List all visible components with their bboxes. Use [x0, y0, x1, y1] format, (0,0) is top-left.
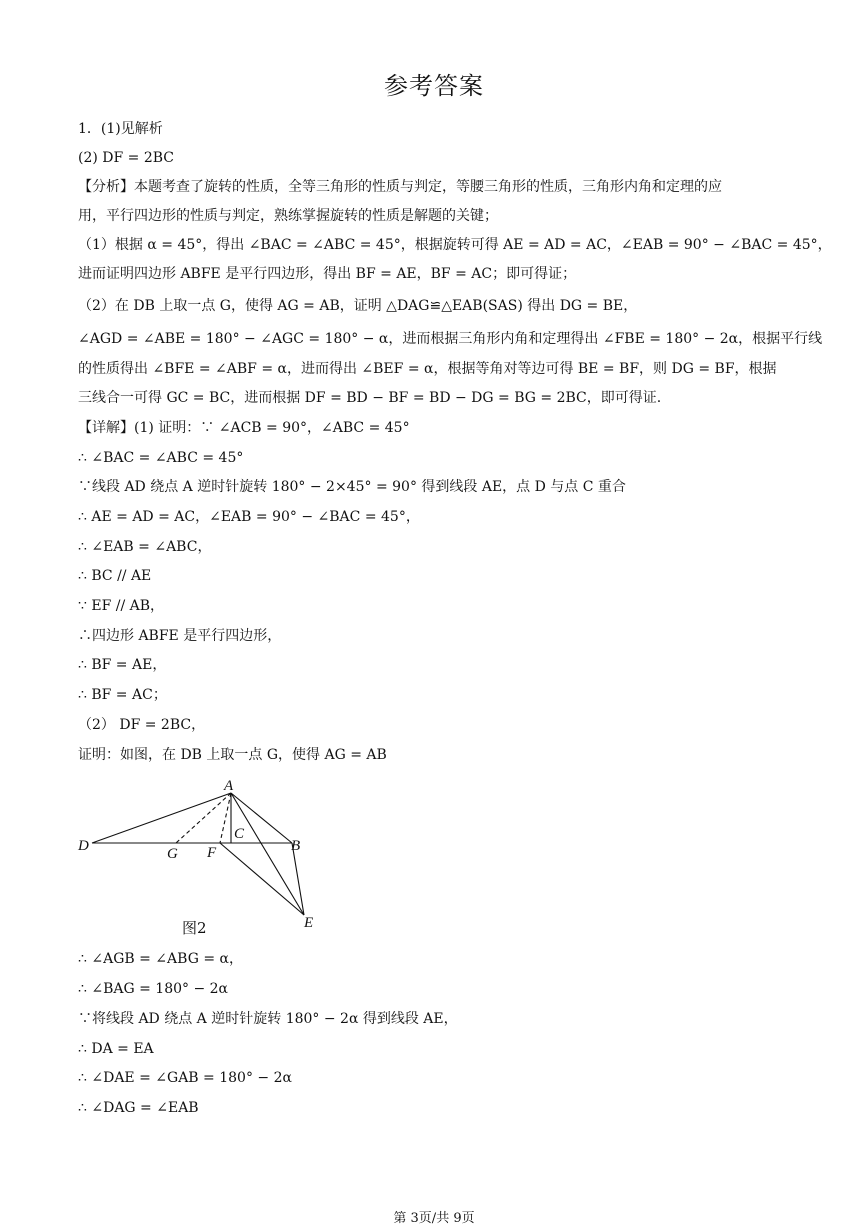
answer-line-1: 1．(1)见解析 [78, 121, 163, 137]
detail-line-16: ∴ DA = EA [78, 1041, 154, 1057]
page-footer: 第 3页/共 9页 [393, 1211, 475, 1226]
label-G: G [167, 846, 178, 862]
detail-line-2: ∴ ∠BAC = ∠ABC = 45° [78, 450, 244, 466]
detail-line-5: ∴ ∠EAB = ∠ABC， [78, 539, 212, 555]
detail-line-11: （2） DF = 2BC， [78, 717, 206, 733]
geometry-figure [74, 775, 344, 945]
figure-diagram [74, 775, 344, 945]
analysis-line-8: 三线合一可得 GC = BC，进而根据 DF = BD − BF = BD − DG = BG = 2BC，即可得证. [78, 390, 662, 406]
label-E: E [304, 915, 314, 931]
label-A: A [224, 778, 234, 794]
analysis-line-5: （2）在 DB 上取一点 G，使得 AG = AB，证明 △DAG≌△EAB(SAS) 得出 DG = BE， [78, 298, 638, 314]
analysis-line-4: 进而证明四边形 ABFE 是平行四边形，得出 BF = AE，BF = AC；即可得证； [78, 266, 577, 282]
detail-line-9: ∴ BF = AE， [78, 657, 167, 673]
detail-line-18: ∴ ∠DAG = ∠EAB [78, 1100, 199, 1116]
page-title: 参考答案 [384, 72, 484, 100]
analysis-line-7: 的性质得出 ∠BFE = ∠ABF = α，进而得出 ∠BEF = α，根据等角对等边可得 BE = BF，则 DG = BF，根据 [78, 361, 777, 377]
detail-line-7: ∵ EF // AB， [78, 598, 165, 614]
detail-line-12: 证明：如图，在 DB 上取一点 G，使得 AG = AB [78, 747, 387, 763]
detail-line-17: ∴ ∠DAE = ∠GAB = 180° − 2α [78, 1070, 292, 1086]
label-C: C [234, 826, 245, 842]
figure-caption: 图2 [182, 919, 207, 937]
analysis-line-2: 用，平行四边形的性质与判定，熟练掌握旋转的性质是解题的关键； [78, 208, 498, 224]
label-D: D [78, 838, 89, 854]
detail-line-14: ∴ ∠BAG = 180° − 2α [78, 981, 229, 997]
answer-line-2: (2) DF = 2BC [78, 150, 175, 166]
detail-line-10: ∴ BF = AC； [78, 687, 167, 703]
detail-line-15: ∵将线段 AD 绕点 A 逆时针旋转 180° − 2α 得到线段 AE， [78, 1011, 458, 1027]
analysis-line-6: ∠AGD = ∠ABE = 180° − ∠AGC = 180° − α，进而根据三角形内角和定理得出 ∠FBE = 180° − 2α，根据平行线 [78, 331, 823, 347]
detail-line-6: ∴ BC // AE [78, 568, 152, 584]
detail-line-3: ∵线段 AD 绕点 A 逆时针旋转 180° − 2×45° = 90° 得到线段 AE，点 D 与点 C 重合 [78, 479, 626, 495]
analysis-line-3: （1）根据 α = 45°，得出 ∠BAC = ∠ABC = 45°，根据旋转可得 AE = AD = AC，∠EAB = 90° − ∠BAC = 45°， [78, 237, 832, 253]
detail-line-8: ∴四边形 ABFE 是平行四边形， [78, 628, 282, 644]
label-B: B [291, 838, 301, 854]
analysis-line-1: 【分析】本题考查了旋转的性质，全等三角形的性质与判定，等腰三角形的性质，三角形内角和定理的应 [78, 179, 722, 195]
detail-line-1: 【详解】(1) 证明：∵ ∠ACB = 90°，∠ABC = 45° [78, 420, 410, 436]
detail-line-13: ∴ ∠AGB = ∠ABG = α， [78, 951, 243, 967]
detail-line-4: ∴ AE = AD = AC，∠EAB = 90° − ∠BAC = 45°， [78, 509, 420, 525]
label-F: F [207, 845, 217, 861]
